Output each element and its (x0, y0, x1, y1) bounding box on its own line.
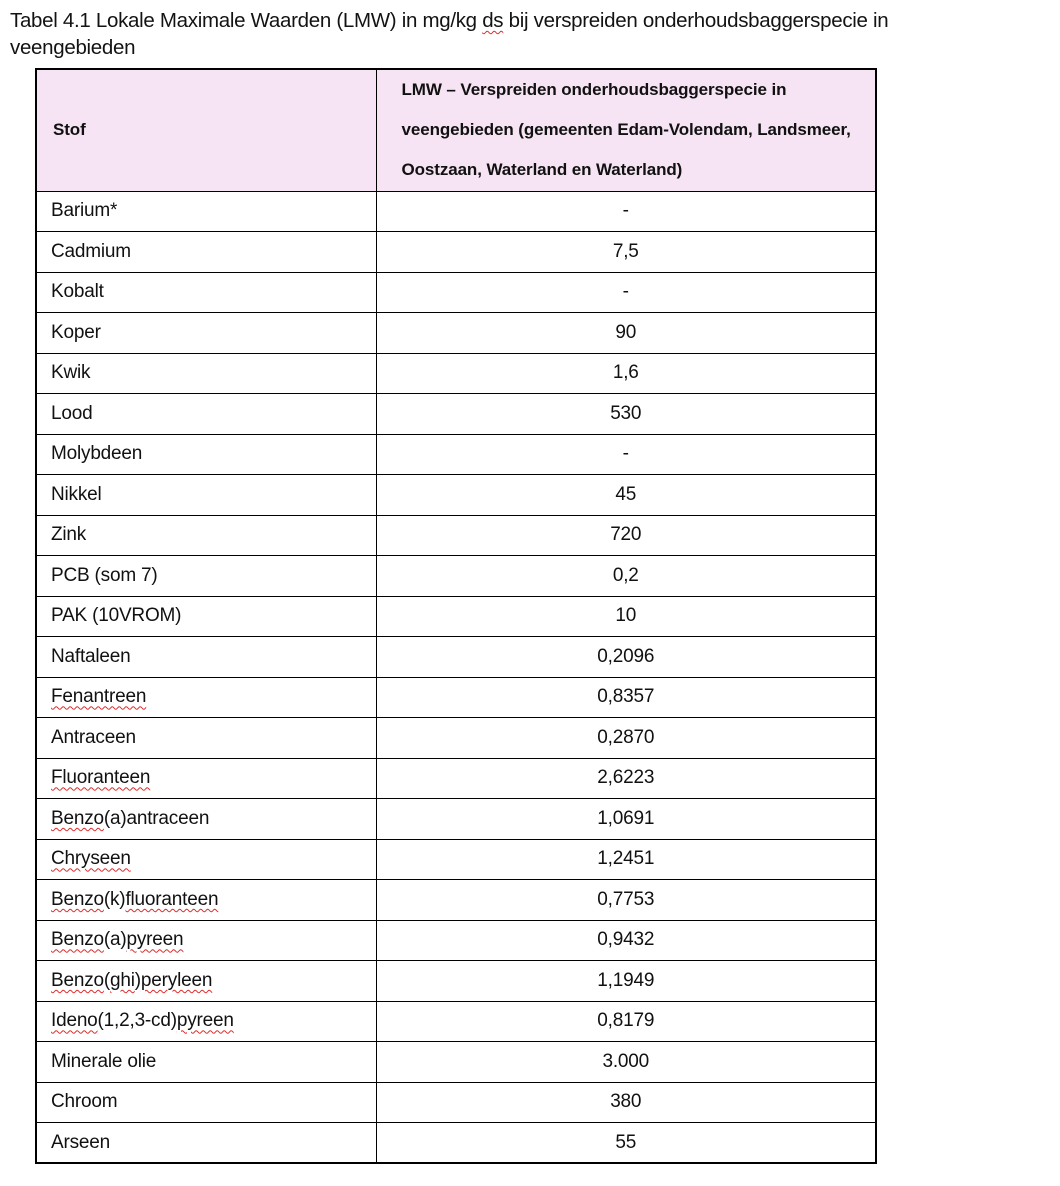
stof-cell (36, 191, 376, 232)
lmw-table (35, 68, 877, 1164)
spellcheck-flagged-text: Benzo (51, 929, 104, 951)
stof-cell (36, 718, 376, 759)
stof-cell (36, 434, 376, 475)
spellcheck-flagged-text: peryleen (140, 969, 213, 991)
stof-cell (36, 394, 376, 435)
table-row (36, 961, 876, 1002)
text-segment: Minerale olie (51, 1050, 157, 1072)
value-cell: 3.000 (376, 1042, 876, 1083)
text-segment: Naftaleen (51, 645, 131, 667)
page-title-line2: veengebieden (10, 36, 136, 59)
stof-cell (36, 637, 376, 678)
text-segment: PAK (10VROM) (51, 605, 182, 627)
stof-cell (36, 1123, 376, 1164)
table-row (36, 637, 876, 678)
table-header-row (36, 69, 876, 191)
column-header-lmw: LMW – Verspreiden onderhoudsbaggerspecie in veengebieden (gemeenten Edam-Volendam, Landsmeer, Oostzaan, Waterland en Waterland) (376, 69, 876, 191)
table-row (36, 353, 876, 394)
table-row (36, 839, 876, 880)
text-segment: Zink (51, 524, 87, 546)
value-cell: 7,5 (376, 232, 876, 273)
spellcheck-flagged-text: pyreen (176, 1010, 234, 1032)
value-cell: 0,2096 (376, 637, 876, 678)
table-row (36, 272, 876, 313)
value-cell: 90 (376, 313, 876, 354)
stof-cell (36, 232, 376, 273)
spellcheck-flagged-text: Benzo (51, 888, 104, 910)
spellcheck-flagged-text: Benzo (51, 807, 104, 829)
text-segment: Kobalt (51, 281, 104, 303)
table-row (36, 191, 876, 232)
spellcheck-flagged-text: Benzo (51, 969, 104, 991)
value-cell: 2,6223 (376, 758, 876, 799)
value-cell: - (376, 272, 876, 313)
table-row (36, 718, 876, 759)
table-row (36, 556, 876, 597)
stof-cell (36, 677, 376, 718)
stof-cell (36, 799, 376, 840)
stof-cell (36, 272, 376, 313)
value-cell: 1,0691 (376, 799, 876, 840)
text-segment: Molybdeen (51, 443, 143, 465)
spellcheck-flagged-text: ds (482, 9, 504, 32)
spellcheck-flagged-text: Ideno (51, 1010, 98, 1032)
text-segment: (a) (103, 929, 127, 951)
table-row (36, 880, 876, 921)
stof-cell (36, 475, 376, 516)
text-segment: Arseen (51, 1131, 111, 1153)
text-segment: Koper (51, 321, 101, 343)
value-cell: 10 (376, 596, 876, 637)
stof-cell (36, 1042, 376, 1083)
page-title (10, 7, 1050, 61)
text-segment: Tabel 4.1 Lokale Maximale Waarden (LMW) in mg/kg (10, 9, 483, 32)
table-row (36, 313, 876, 354)
value-cell: 0,9432 (376, 920, 876, 961)
value-cell: 0,8357 (376, 677, 876, 718)
spellcheck-flagged-text: fluoranteen (125, 888, 219, 910)
table-row (36, 1042, 876, 1083)
value-cell: - (376, 191, 876, 232)
column-header-stof: Stof (36, 69, 376, 191)
text-segment: ( (103, 969, 111, 991)
spellcheck-flagged-text: Fluoranteen (51, 767, 151, 789)
table-row (36, 758, 876, 799)
value-cell: 0,8179 (376, 1001, 876, 1042)
value-cell: 1,1949 (376, 961, 876, 1002)
table-row (36, 1123, 876, 1164)
page-title-line1 (10, 9, 888, 32)
stof-cell (36, 839, 376, 880)
stof-cell (36, 596, 376, 637)
text-segment: (a)antraceen (103, 807, 210, 829)
value-cell: - (376, 434, 876, 475)
text-segment: PCB (som 7) (51, 564, 158, 586)
table-row (36, 1082, 876, 1123)
text-segment: Lood (51, 402, 93, 424)
text-segment: Barium* (51, 200, 118, 222)
value-cell: 1,2451 (376, 839, 876, 880)
text-segment: Kwik (51, 362, 91, 384)
table-row (36, 475, 876, 516)
value-cell: 530 (376, 394, 876, 435)
table-row (36, 434, 876, 475)
stof-cell (36, 880, 376, 921)
stof-cell (36, 1082, 376, 1123)
stof-cell (36, 556, 376, 597)
stof-cell (36, 920, 376, 961)
text-segment: (1,2,3-cd) (97, 1010, 177, 1032)
table-row (36, 394, 876, 435)
text-segment: bij verspreiden onderhoudsbaggerspecie in (503, 9, 889, 32)
value-cell: 45 (376, 475, 876, 516)
value-cell: 1,6 (376, 353, 876, 394)
stof-cell (36, 1001, 376, 1042)
spellcheck-flagged-text: Chryseen (51, 848, 131, 870)
text-segment: Cadmium (51, 240, 131, 262)
value-cell: 0,2 (376, 556, 876, 597)
table-row (36, 1001, 876, 1042)
text-segment: (k) (103, 888, 126, 910)
value-cell: 0,7753 (376, 880, 876, 921)
table-row (36, 232, 876, 273)
text-segment: ) (134, 969, 141, 991)
stof-cell (36, 313, 376, 354)
text-segment: Antraceen (51, 726, 136, 748)
value-cell: 0,2870 (376, 718, 876, 759)
table-row (36, 920, 876, 961)
spellcheck-flagged-text: Fenantreen (51, 686, 147, 708)
stof-cell (36, 961, 376, 1002)
stof-cell (36, 353, 376, 394)
spellcheck-flagged-text: ghi (110, 969, 135, 991)
value-cell: 720 (376, 515, 876, 556)
table-row (36, 515, 876, 556)
table-row (36, 799, 876, 840)
stof-cell (36, 758, 376, 799)
stof-cell (36, 515, 376, 556)
spellcheck-flagged-text: pyreen (126, 929, 184, 951)
text-segment: Nikkel (51, 483, 102, 505)
value-cell: 55 (376, 1123, 876, 1164)
value-cell: 380 (376, 1082, 876, 1123)
text-segment: Chroom (51, 1091, 118, 1113)
table-row (36, 596, 876, 637)
table-row (36, 677, 876, 718)
